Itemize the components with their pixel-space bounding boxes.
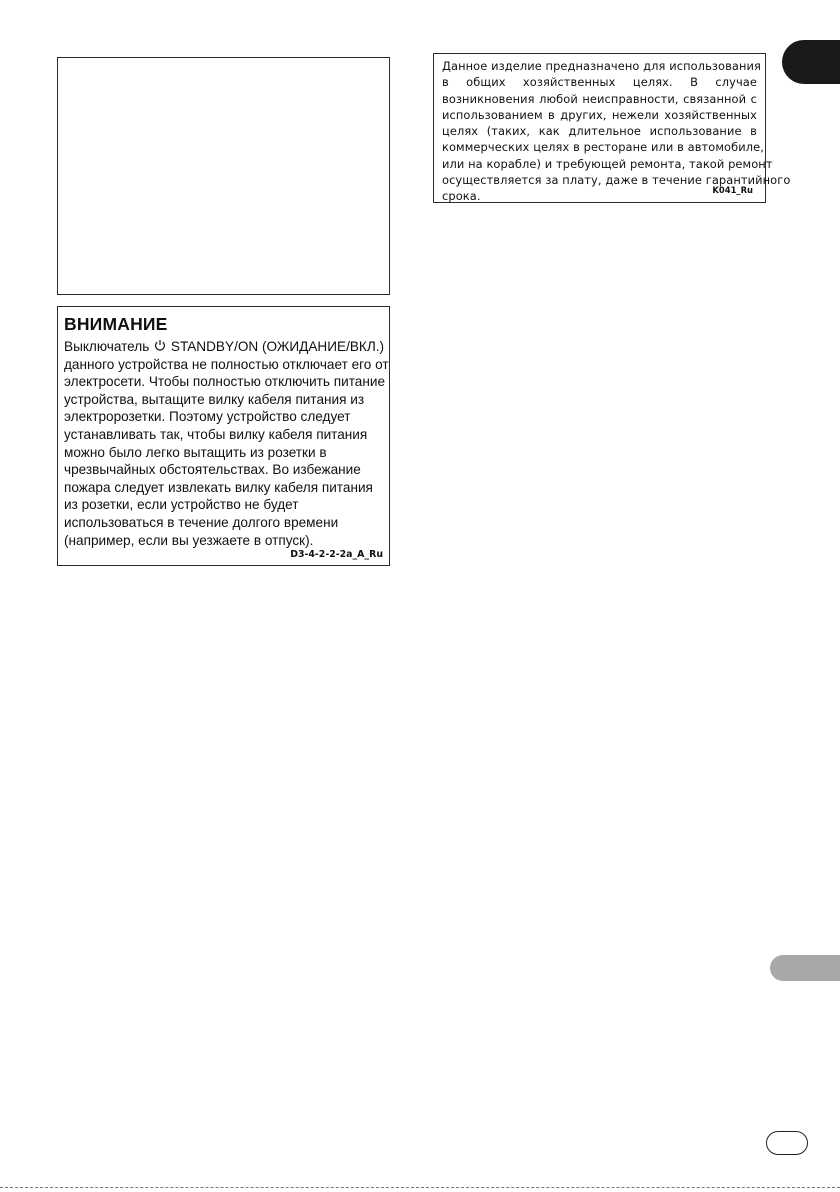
section-tab-marker — [770, 955, 840, 981]
usage-notice-box — [433, 53, 791, 204]
caution-line: использоваться в течение долгого времени — [64, 514, 339, 530]
caution-line: данного устройства не полностью отключает его от — [64, 356, 389, 372]
notice-line: возникновения любой неисправности, связанной с — [442, 91, 757, 106]
caution-line-1-pre: Выключатель — [64, 339, 150, 354]
notice-line-last: срока. — [442, 189, 481, 204]
language-tab-marker — [782, 40, 840, 84]
caution-line: из розетки, если устройство не будет — [64, 497, 299, 513]
caution-line: чрезвычайных обстоятельствах. Во избежание — [64, 462, 361, 478]
caution-line: пожара следует извлекать вилку кабеля питания — [64, 479, 373, 495]
notice-reference-code: K041_Ru — [712, 185, 753, 195]
caution-line: устройства, вытащите вилку кабеля питания из — [64, 391, 365, 407]
caution-line-1 — [64, 338, 383, 356]
notice-line: в общих хозяйственных целях. В случае — [442, 75, 757, 90]
power-standby-icon — [154, 339, 166, 352]
notice-line: целях (таких, как длительное использование в — [442, 124, 757, 139]
caution-title: ВНИМАНИЕ — [64, 314, 168, 334]
caution-box — [57, 306, 390, 566]
notice-line: Данное изделие предназначено для использования — [442, 59, 761, 73]
caution-line: (например, если вы уезжаете в отпуск). — [64, 532, 314, 548]
page-number-oval — [766, 1131, 808, 1155]
empty-frame — [57, 57, 390, 295]
notice-line: или на корабле) и требующей ремонта, такой ремонт — [442, 156, 773, 171]
caution-reference-code: D3-4-2-2-2a_A_Ru — [290, 549, 383, 560]
notice-line: осуществляется за плату, даже в течение гарантийного — [442, 173, 791, 188]
caution-line: можно было легко вытащить из розетки в — [64, 444, 327, 460]
notice-line: коммерческих целях в ресторане или в автомобиле, — [442, 140, 764, 155]
caution-line: устанавливать так, чтобы вилку кабеля питания — [64, 426, 368, 442]
caution-line-1-post: STANDBY/ON (ОЖИДАНИЕ/ВКЛ.) — [170, 339, 385, 354]
caution-line: электророзетки. Поэтому устройство следует — [64, 409, 351, 425]
trim-line — [0, 1187, 840, 1188]
notice-line: использованием в других, нежели хозяйственных — [442, 107, 757, 122]
caution-line: электросети. Чтобы полностью отключить питание — [64, 374, 386, 390]
